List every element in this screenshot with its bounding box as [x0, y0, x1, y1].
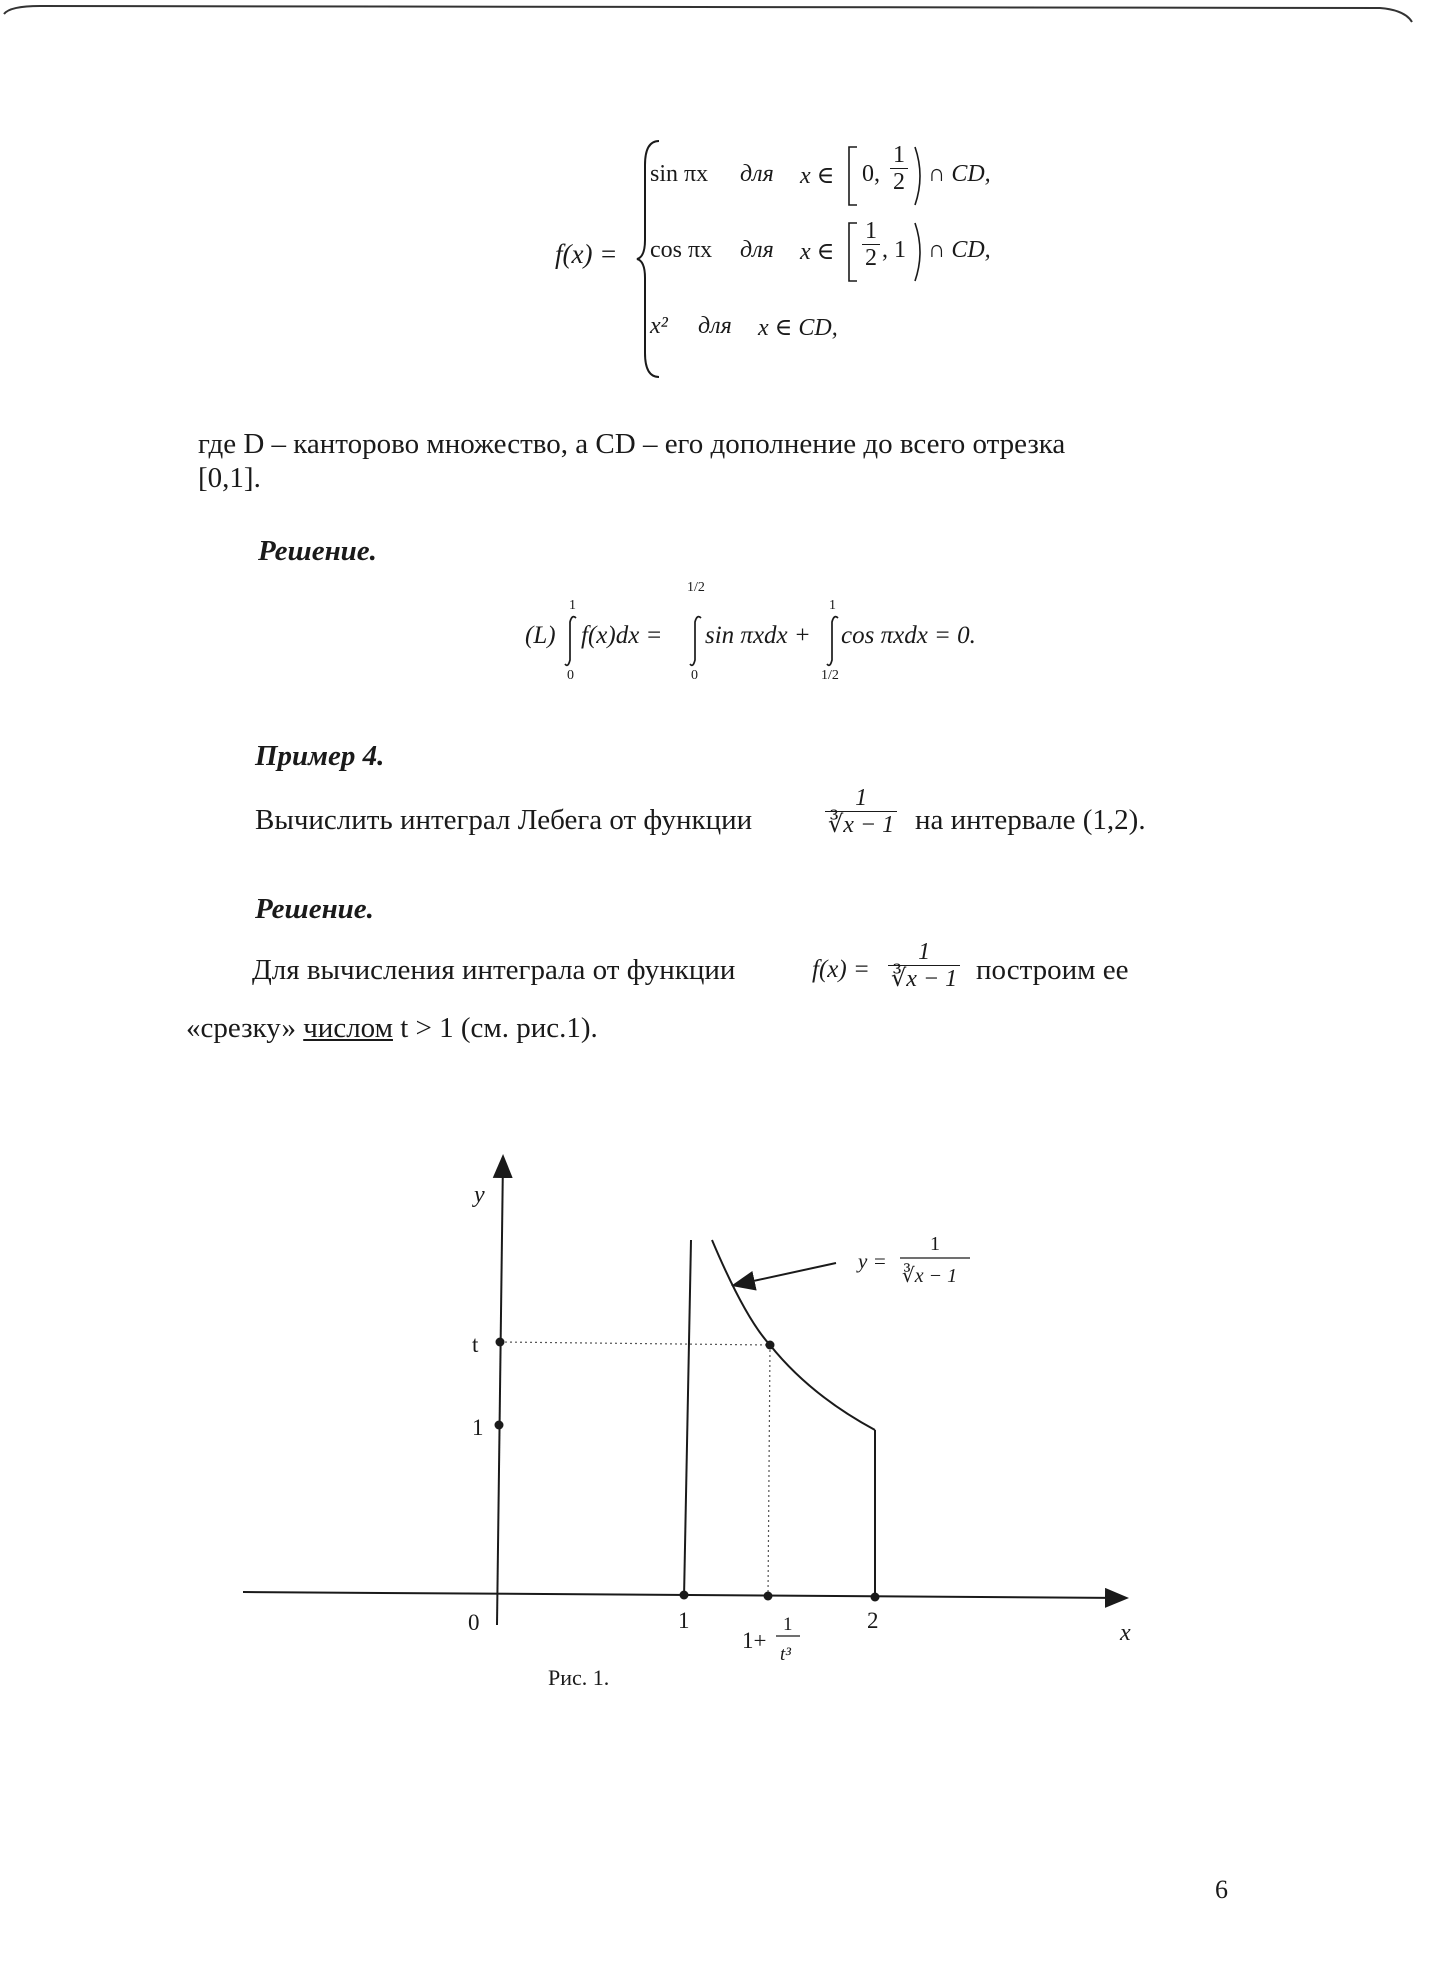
task-fraction-den: ∛x − 1	[828, 812, 895, 839]
x-axis-label: x	[1120, 1620, 1131, 1646]
integral-2-body: cos πxdx = 0.	[841, 622, 976, 649]
integral-lhs-prefix: (L)	[525, 622, 556, 649]
integral-1-upper: 1/2	[687, 580, 705, 595]
integral-sign-1	[563, 614, 579, 668]
x-tick-1-label: 1	[678, 1608, 690, 1633]
page-number: 6	[1215, 1875, 1228, 1904]
case2-tail: ∩ CD,	[928, 237, 991, 263]
curve-label-num: 1	[930, 1233, 940, 1255]
x-tick-2-label: 2	[867, 1608, 879, 1633]
curve-label-lhs: y =	[858, 1249, 887, 1273]
case2-half-num: 1	[862, 219, 880, 245]
case1-function: sin πx	[650, 161, 709, 187]
task-text-after: на интервале (1,2).	[915, 804, 1146, 836]
case1-condition-word: для	[740, 161, 774, 187]
origin-label: 0	[468, 1610, 480, 1635]
integral-formula	[525, 580, 1005, 710]
task-fraction	[825, 786, 897, 839]
y-tick-1-label: 1	[472, 1415, 484, 1440]
function-curve	[712, 1240, 875, 1430]
case3-condition: x ∈ CD,	[758, 315, 838, 341]
solution-fraction-num: 1	[888, 940, 960, 966]
point-y-t	[496, 1338, 505, 1347]
scan-border-line	[0, 0, 1429, 30]
solution-paragraph-line-2	[186, 1012, 598, 1045]
solution-text-after: построим ее	[976, 954, 1129, 986]
case3-condition-word: для	[698, 313, 732, 339]
case2-condition-word: для	[740, 237, 774, 263]
integral-lhs-upper: 1	[569, 598, 576, 613]
case2-half-fraction	[862, 219, 880, 272]
x-tick-1plus-label: 1+	[742, 1628, 767, 1653]
x-tick-frac-num: 1	[783, 1614, 793, 1635]
integral-sign-2	[688, 614, 704, 668]
solution-line2-b: t > 1 (см. рис.1).	[400, 1012, 598, 1044]
case1-half-fraction	[890, 143, 908, 196]
solution-fraction-den: ∛x − 1	[891, 966, 958, 993]
point-x-2	[871, 1593, 880, 1602]
integral-lhs-body: f(x)dx =	[581, 622, 663, 649]
y-tick-t-label: t	[472, 1332, 479, 1357]
solution-heading-2: Решение.	[255, 893, 374, 925]
case1-close-paren	[912, 145, 926, 207]
task-fraction-num: 1	[825, 786, 897, 812]
integral-2-upper: 1	[829, 598, 836, 613]
case1-half-den: 2	[893, 169, 905, 196]
x-tick-frac-den: t³	[780, 1644, 791, 1665]
asymptote-line-x1	[684, 1240, 691, 1598]
case2-open-bracket	[845, 221, 859, 283]
integral-1-body: sin πxdx +	[705, 622, 811, 649]
piecewise-formula	[555, 135, 1055, 385]
solution-text-before: Для вычисления интеграла от функции	[252, 954, 736, 986]
y-axis	[497, 1158, 503, 1625]
case2-right-bound: , 1	[882, 237, 906, 263]
case1-variable: x ∈	[800, 163, 835, 189]
integral-lhs-lower: 0	[567, 668, 574, 683]
piecewise-lhs: f(x) =	[555, 239, 618, 269]
case2-function: cos πx	[650, 237, 713, 263]
integral-2-lower: 1/2	[821, 668, 839, 683]
dotted-guide-horizontal	[500, 1342, 770, 1345]
solution-line2-underlined: числом	[303, 1012, 393, 1044]
solution-fraction	[888, 940, 960, 993]
case1-left-bound: 0,	[862, 161, 880, 187]
solution-heading-1: Решение.	[258, 535, 377, 567]
figure-graph	[0, 1120, 1429, 1720]
case2-close-paren	[912, 221, 926, 283]
point-x-1-plus	[764, 1592, 773, 1601]
case1-half-num: 1	[890, 143, 908, 169]
y-axis-label: y	[474, 1182, 485, 1208]
curve-label-den: ∛x − 1	[902, 1265, 958, 1287]
case1-open-bracket	[845, 145, 859, 207]
case3-function: x²	[650, 313, 668, 339]
integral-sign-3	[825, 614, 841, 668]
definition-line-2: [0,1].	[198, 462, 261, 494]
task-text-before: Вычислить интеграл Лебега от функции	[255, 804, 753, 836]
example-heading: Пример 4.	[255, 740, 385, 772]
solution-line2-a: «срезку»	[186, 1012, 296, 1044]
label-pointer-arrow	[735, 1263, 836, 1285]
case2-half-den: 2	[865, 245, 877, 272]
integral-1-lower: 0	[691, 668, 698, 683]
point-curve-t	[766, 1341, 775, 1350]
point-y-1	[495, 1421, 504, 1430]
case2-variable: x ∈	[800, 239, 835, 265]
case1-tail: ∩ CD,	[928, 161, 991, 187]
dotted-guide-vertical	[768, 1345, 770, 1598]
definition-line-1: где D – канторово множество, а CD – его дополнение до всего отрезка	[198, 428, 1066, 460]
point-x-1	[680, 1591, 689, 1600]
figure-caption: Рис. 1.	[548, 1665, 610, 1690]
solution-fx: f(x) =	[812, 956, 870, 983]
